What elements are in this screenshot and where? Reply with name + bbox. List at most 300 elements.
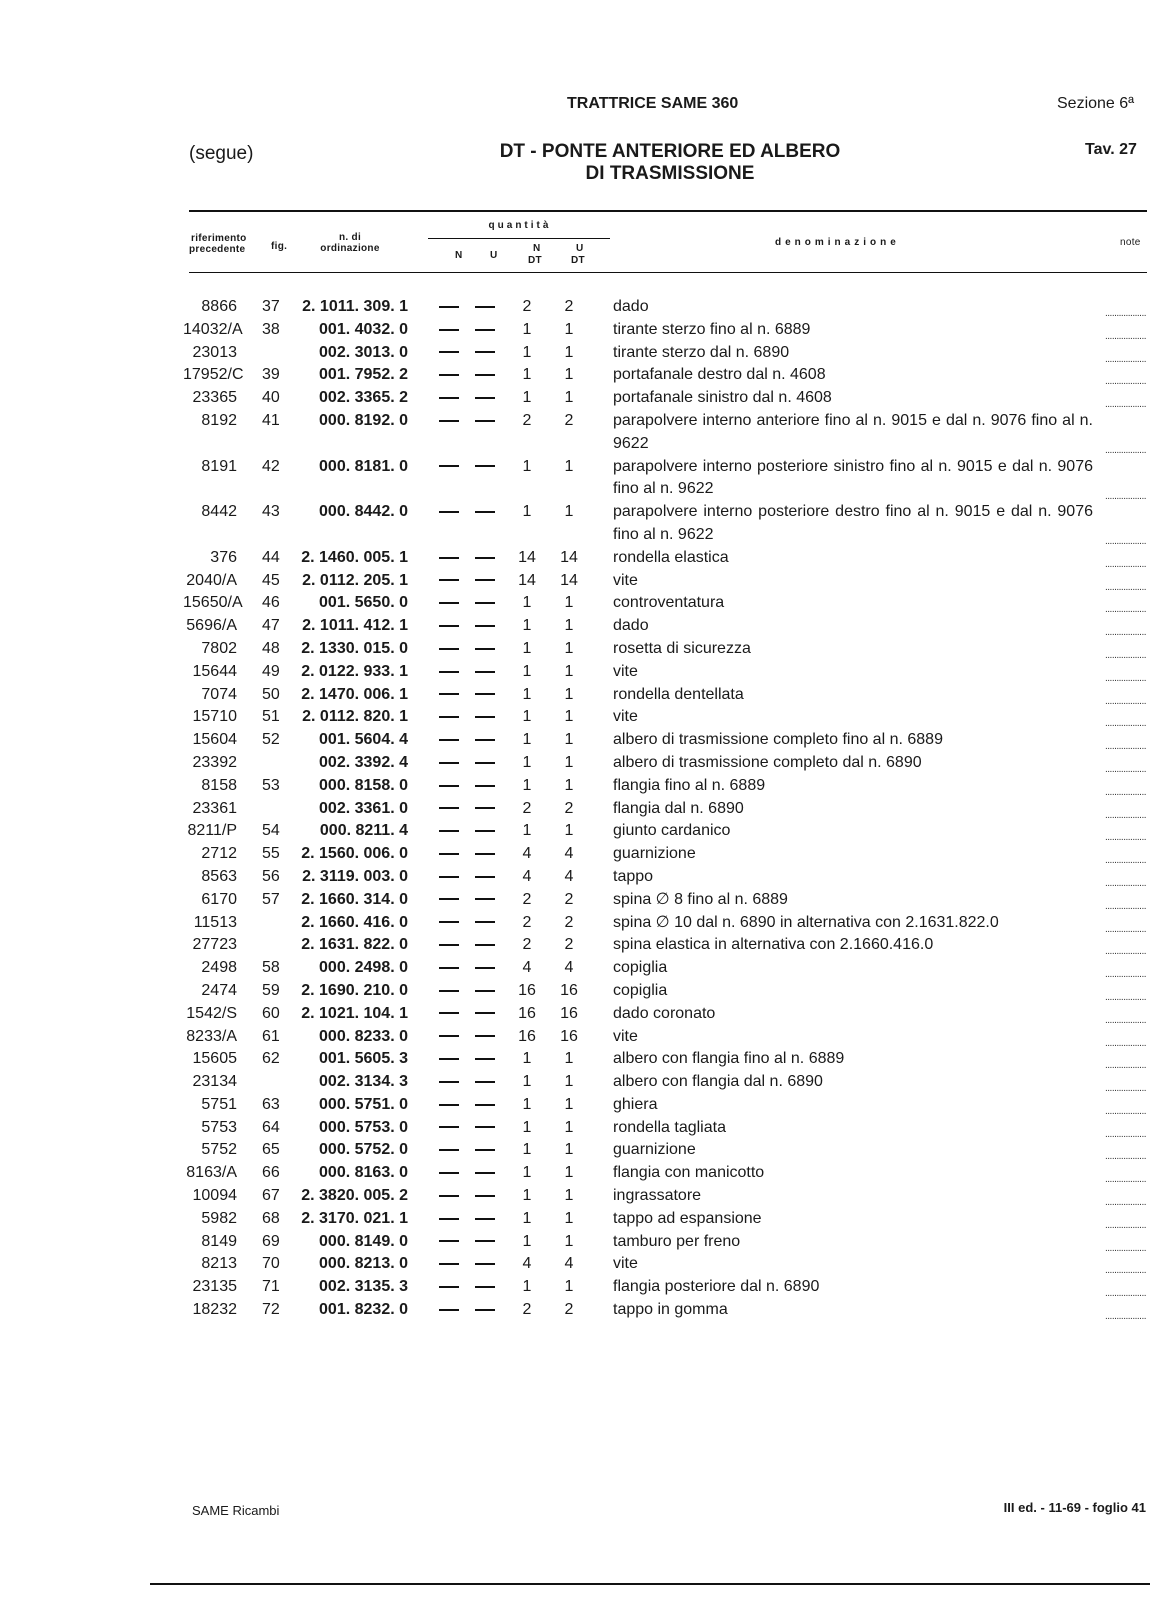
- part-description: parapolvere interno posteriore sinistro fino al n. 9015 e dal n. 9076 fino al n. 9622: [613, 457, 1093, 498]
- order-number: 002. 3392. 4: [319, 753, 408, 771]
- fig-number: 46: [262, 594, 280, 612]
- qty-u-dt: 16: [560, 1004, 578, 1022]
- table-row: [0, 1094, 1169, 1117]
- ref-number: 6170: [201, 890, 237, 908]
- fig-number: 67: [262, 1187, 280, 1205]
- ref-number: 15644: [192, 662, 237, 680]
- part-description: tappo: [613, 867, 654, 885]
- notes-dots: ..................: [1104, 900, 1146, 912]
- table-row: [0, 957, 1169, 980]
- continued-label: (segue): [189, 143, 254, 164]
- fig-number: 64: [262, 1118, 280, 1136]
- qty-n-dt: 1: [522, 753, 532, 771]
- notes-dots: ..................: [1104, 536, 1146, 548]
- order-number: 002. 3365. 2: [319, 389, 408, 407]
- qty-u-dash: [473, 866, 497, 889]
- qty-n-dash: [437, 729, 461, 752]
- qty-n-dash: [437, 775, 461, 798]
- footer-rule: [150, 1583, 1150, 1585]
- table-row: [0, 1139, 1169, 1162]
- notes-dots: ..................: [1104, 604, 1146, 616]
- part-description: controventatura: [613, 594, 725, 612]
- ref-number: 8192: [201, 411, 237, 429]
- qty-u-dash: [473, 1299, 497, 1322]
- qty-u-dt: 1: [564, 1141, 574, 1159]
- qty-u-dt: 4: [564, 867, 574, 885]
- order-number: 2. 1560. 006. 0: [301, 845, 408, 863]
- ref-number: 17952/C: [183, 366, 244, 384]
- table-row: [0, 364, 1169, 387]
- qty-n-dt: 1: [522, 343, 532, 361]
- table-header-bottom-rule: [189, 272, 1147, 273]
- table-row: [0, 912, 1169, 935]
- ref-number: 10094: [192, 1187, 237, 1205]
- qty-n-dt: 4: [522, 867, 532, 885]
- ref-number: 5982: [201, 1209, 237, 1227]
- fig-number: 55: [262, 845, 280, 863]
- order-number: 002. 3013. 0: [319, 343, 408, 361]
- fig-number: 71: [262, 1278, 280, 1296]
- order-number: 2. 0122. 933. 1: [301, 662, 408, 680]
- qty-n-dt: 1: [522, 320, 532, 338]
- qty-u-dt: 2: [564, 799, 574, 817]
- ref-number: 23392: [192, 753, 237, 771]
- table-row: [0, 752, 1169, 775]
- table-row: [0, 592, 1169, 615]
- notes-dots: ..................: [1104, 946, 1146, 958]
- part-description: spina ∅ 8 fino al n. 6889: [613, 890, 788, 908]
- part-description: albero con flangia dal n. 6890: [613, 1073, 823, 1091]
- qty-n-dash: [437, 706, 461, 729]
- part-description: flangia fino al n. 6889: [613, 776, 766, 794]
- qty-u-dash: [473, 729, 497, 752]
- qty-u-dash: [473, 912, 497, 935]
- qty-u-dash: [473, 1276, 497, 1299]
- qty-n-dash: [437, 342, 461, 365]
- qty-n-dt: 1: [522, 1164, 532, 1182]
- order-number: 2. 1660. 416. 0: [301, 913, 408, 931]
- qty-u-dash: [473, 319, 497, 342]
- notes-dots: ..................: [1104, 832, 1146, 844]
- notes-dots: ..................: [1104, 923, 1146, 935]
- fig-number: 68: [262, 1209, 280, 1227]
- ref-number: 23361: [192, 799, 237, 817]
- qty-n-dash: [437, 319, 461, 342]
- notes-dots: ..................: [1104, 741, 1146, 753]
- order-number: 000. 5751. 0: [319, 1095, 408, 1113]
- qty-u-dt: 1: [564, 1073, 574, 1091]
- qty-u-dash: [473, 387, 497, 410]
- order-number: 002. 3361. 0: [319, 799, 408, 817]
- qty-u-dash: [473, 1231, 497, 1254]
- fig-number: 57: [262, 890, 280, 908]
- qty-u-dash: [473, 706, 497, 729]
- qty-u-dash: [473, 296, 497, 319]
- fig-number: 52: [262, 731, 280, 749]
- col-notes: note: [1120, 237, 1141, 248]
- ref-number: 8233/A: [186, 1027, 237, 1045]
- table-row: [0, 1231, 1169, 1254]
- qty-u-dash: [473, 501, 497, 524]
- table-row: [0, 1276, 1169, 1299]
- order-number: 2. 1011. 309. 1: [302, 298, 408, 315]
- qty-u-dash: [473, 410, 497, 433]
- notes-dots: ..................: [1104, 1265, 1146, 1277]
- qty-n-dt: 1: [522, 685, 532, 703]
- fig-number: 42: [262, 457, 280, 475]
- col-name: denominazione: [775, 237, 900, 248]
- notes-dots: ..................: [1104, 991, 1146, 1003]
- qty-n-dash: [437, 1208, 461, 1231]
- qty-n-dt: 2: [522, 1301, 532, 1319]
- qty-u-dash: [473, 364, 497, 387]
- col-qty-u: U: [490, 250, 498, 261]
- qty-u-dt: 1: [564, 1278, 574, 1296]
- ref-number: 15604: [192, 731, 237, 749]
- plate-number: Tav. 27: [1085, 141, 1137, 158]
- table-row: [0, 980, 1169, 1003]
- table-row: [0, 889, 1169, 912]
- qty-n-dash: [437, 501, 461, 524]
- qty-n-dash: [437, 1162, 461, 1185]
- qty-n-dt: 1: [522, 731, 532, 749]
- notes-dots: ..................: [1104, 1060, 1146, 1072]
- notes-dots: ..................: [1104, 1151, 1146, 1163]
- table-row: [0, 1071, 1169, 1094]
- col-ref-line1: riferimento: [191, 233, 247, 244]
- col-ref-line2: precedente: [189, 244, 246, 255]
- notes-dots: ..................: [1104, 1311, 1146, 1323]
- qty-u-dash: [473, 1162, 497, 1185]
- order-number: 000. 5752. 0: [319, 1141, 408, 1159]
- qty-n-dash: [437, 912, 461, 935]
- qty-u-dash: [473, 1208, 497, 1231]
- part-description: ghiera: [613, 1095, 658, 1113]
- fig-number: 65: [262, 1141, 280, 1159]
- qty-n-dt: 1: [522, 1050, 532, 1068]
- fig-number: 47: [262, 617, 280, 635]
- part-description: flangia con manicotto: [613, 1164, 765, 1182]
- notes-dots: ..................: [1104, 763, 1146, 775]
- qty-u-dt: 1: [564, 1232, 574, 1250]
- part-description: rosetta di sicurezza: [613, 639, 751, 657]
- qty-u-dt: 1: [564, 389, 574, 407]
- fig-number: 38: [262, 320, 280, 338]
- table-row: [0, 615, 1169, 638]
- part-description: ingrassatore: [613, 1187, 702, 1205]
- qty-u-dt: 2: [564, 890, 574, 908]
- qty-u-dt: 1: [564, 457, 574, 475]
- section-label: Sezione 6ª: [1057, 95, 1135, 112]
- table-row: [0, 501, 1169, 547]
- col-quantity: quantità: [488, 220, 552, 231]
- part-description: albero con flangia fino al n. 6889: [613, 1050, 845, 1068]
- part-description: vite: [613, 1255, 638, 1273]
- qty-n-dash: [437, 1276, 461, 1299]
- qty-n-dt: 1: [522, 1073, 532, 1091]
- qty-n-dash: [437, 1071, 461, 1094]
- qty-u-dash: [473, 980, 497, 1003]
- order-number: 001. 5650. 0: [319, 594, 408, 612]
- order-number: 000. 8192. 0: [319, 411, 408, 429]
- part-description: guarnizione: [613, 845, 696, 863]
- ref-number: 18232: [192, 1301, 237, 1319]
- fig-number: 56: [262, 867, 280, 885]
- table-row: [0, 1185, 1169, 1208]
- fig-number: 69: [262, 1232, 280, 1250]
- order-number: 2. 0112. 820. 1: [302, 708, 408, 726]
- notes-dots: ..................: [1104, 809, 1146, 821]
- fig-number: 49: [262, 662, 280, 680]
- part-description: albero di trasmissione completo fino al n. 6889: [613, 731, 943, 749]
- part-description: copiglia: [613, 981, 668, 999]
- part-description: parapolvere interno posteriore destro fino al n. 9015 e dal n. 9076 fino al n. 9622: [613, 503, 1093, 543]
- fig-number: 66: [262, 1164, 280, 1182]
- fig-number: 48: [262, 639, 280, 657]
- qty-n-dash: [437, 798, 461, 821]
- qty-u-dt: 1: [564, 662, 574, 680]
- qty-n-dt: 16: [518, 981, 536, 999]
- order-number: 000. 8158. 0: [319, 776, 408, 794]
- qty-u-dt: 1: [564, 617, 574, 635]
- qty-u-dt: 1: [564, 639, 574, 657]
- col-fig: fig.: [271, 241, 288, 252]
- ref-number: 2498: [201, 959, 237, 977]
- order-number: 001. 7952. 2: [319, 366, 408, 384]
- ref-number: 14032/A: [183, 320, 243, 338]
- qty-n-dash: [437, 934, 461, 957]
- page-title-line2: DI TRASMISSIONE: [585, 163, 755, 184]
- table-row: [0, 342, 1169, 365]
- notes-dots: ..................: [1104, 399, 1146, 411]
- table-row: [0, 1003, 1169, 1026]
- notes-dots: ..................: [1104, 376, 1146, 388]
- fig-number: 50: [262, 685, 280, 703]
- qty-u-dt: 4: [564, 845, 574, 863]
- qty-u-dash: [473, 456, 497, 479]
- qty-n-dash: [437, 1094, 461, 1117]
- fig-number: 45: [262, 571, 280, 589]
- part-description: portafanale destro dal n. 4608: [613, 366, 826, 384]
- qty-n-dash: [437, 843, 461, 866]
- qty-n-dt: 2: [522, 936, 532, 954]
- qty-u-dt: 14: [560, 571, 578, 589]
- qty-u-dash: [473, 1253, 497, 1276]
- qty-n-dash: [437, 1139, 461, 1162]
- order-number: 001. 8232. 0: [319, 1301, 408, 1319]
- fig-number: 62: [262, 1050, 280, 1068]
- notes-dots: ..................: [1104, 1242, 1146, 1254]
- qty-n-dash: [437, 364, 461, 387]
- page-title-line1: DT - PONTE ANTERIORE ED ALBERO: [499, 141, 841, 162]
- qty-u-dt: 1: [564, 1187, 574, 1205]
- order-number: 2. 1631. 822. 0: [301, 936, 408, 954]
- qty-u-dash: [473, 342, 497, 365]
- qty-u-dash: [473, 1026, 497, 1049]
- notes-dots: ..................: [1104, 855, 1146, 867]
- qty-n-dash: [437, 684, 461, 707]
- fig-number: 54: [262, 822, 280, 840]
- qty-n-dt: 1: [522, 503, 532, 521]
- part-description: vite: [613, 662, 638, 680]
- order-number: 002. 3135. 3: [319, 1278, 408, 1296]
- footer-publisher: SAME Ricambi: [192, 1503, 280, 1518]
- table-row: [0, 1117, 1169, 1140]
- ref-number: 8163/A: [186, 1164, 237, 1182]
- part-description: tamburo per freno: [613, 1232, 741, 1250]
- table-row: [0, 638, 1169, 661]
- table-row: [0, 570, 1169, 593]
- fig-number: 43: [262, 503, 280, 521]
- ref-number: 15710: [192, 708, 237, 726]
- order-number: 2. 3119. 003. 0: [302, 867, 408, 885]
- qty-u-dt: 1: [564, 594, 574, 612]
- qty-n-dash: [437, 957, 461, 980]
- ref-number: 2040/A: [186, 571, 237, 589]
- fig-number: 41: [262, 411, 280, 429]
- notes-dots: ..................: [1104, 558, 1146, 570]
- qty-u-dash: [473, 798, 497, 821]
- qty-u-dt: 2: [564, 1301, 574, 1319]
- ref-number: 8158: [201, 776, 237, 794]
- ref-number: 23013: [192, 343, 237, 361]
- part-description: copiglia: [613, 959, 668, 977]
- col-qty-n: N: [455, 250, 463, 261]
- qty-n-dash: [437, 889, 461, 912]
- part-description: albero di trasmissione completo dal n. 6890: [613, 753, 922, 771]
- qty-u-dt: 4: [564, 959, 574, 977]
- qty-u-dash: [473, 570, 497, 593]
- ref-number: 23135: [192, 1278, 237, 1296]
- ref-number: 23134: [192, 1073, 237, 1091]
- part-description: dado: [613, 298, 649, 315]
- ref-number: 5752: [201, 1141, 237, 1159]
- fig-number: 37: [262, 298, 280, 315]
- qty-u-dash: [473, 1139, 497, 1162]
- table-row: [0, 319, 1169, 342]
- qty-n-dash: [437, 592, 461, 615]
- notes-dots: ..................: [1104, 1288, 1146, 1300]
- qty-n-dash: [437, 296, 461, 319]
- qty-u-dt: 1: [564, 708, 574, 726]
- table-row: [0, 866, 1169, 889]
- parts-table: [0, 296, 1169, 1322]
- part-description: tirante sterzo fino al n. 6889: [613, 320, 811, 338]
- ref-number: 8563: [201, 867, 237, 885]
- fig-number: 60: [262, 1004, 280, 1022]
- qty-n-dash: [437, 1117, 461, 1140]
- qty-n-dt: 1: [522, 366, 532, 384]
- col-qty-ndt-1: N: [533, 243, 541, 254]
- ref-number: 7802: [201, 639, 237, 657]
- table-row: [0, 934, 1169, 957]
- qty-n-dt: 1: [522, 617, 532, 635]
- notes-dots: ..................: [1104, 1128, 1146, 1140]
- ref-number: 8149: [201, 1232, 237, 1250]
- ref-number: 2712: [201, 845, 237, 863]
- qty-u-dt: 1: [564, 366, 574, 384]
- qty-n-dt: 1: [522, 389, 532, 407]
- table-row: [0, 387, 1169, 410]
- ref-number: 8442: [201, 503, 237, 521]
- notes-dots: ..................: [1104, 969, 1146, 981]
- tractor-model: TRATTRICE SAME 360: [567, 95, 739, 112]
- ref-number: 5751: [201, 1095, 237, 1113]
- qty-u-dash: [473, 615, 497, 638]
- qty-n-dash: [437, 456, 461, 479]
- qty-u-dt: 1: [564, 1095, 574, 1113]
- table-row: [0, 456, 1169, 502]
- qty-u-dt: 2: [564, 913, 574, 931]
- table-row: [0, 547, 1169, 570]
- table-top-rule: [189, 210, 1147, 212]
- qty-u-dt: 1: [564, 822, 574, 840]
- qty-n-dt: 1: [522, 1278, 532, 1296]
- qty-n-dt: 2: [522, 298, 532, 315]
- qty-u-dash: [473, 661, 497, 684]
- notes-dots: ..................: [1104, 444, 1146, 456]
- fig-number: 59: [262, 981, 280, 999]
- ref-number: 23365: [192, 389, 237, 407]
- qty-n-dash: [437, 661, 461, 684]
- fig-number: 53: [262, 776, 280, 794]
- qty-u-dt: 1: [564, 320, 574, 338]
- table-row: [0, 1048, 1169, 1071]
- fig-number: 51: [262, 708, 280, 726]
- ref-number: 8866: [201, 298, 237, 315]
- qty-u-dt: 1: [564, 1164, 574, 1182]
- qty-u-dt: 16: [560, 1027, 578, 1045]
- qty-n-dash: [437, 1185, 461, 1208]
- qty-n-dt: 1: [522, 662, 532, 680]
- qty-u-dash: [473, 547, 497, 570]
- table-row: [0, 706, 1169, 729]
- qty-n-dash: [437, 1253, 461, 1276]
- qty-u-dt: 2: [564, 298, 574, 315]
- notes-dots: ..................: [1104, 330, 1146, 342]
- order-number: 2. 3170. 021. 1: [301, 1209, 408, 1227]
- order-number: 2. 1021. 104. 1: [301, 1004, 408, 1022]
- qty-n-dash: [437, 1299, 461, 1322]
- col-qty-udt-1: U: [576, 243, 584, 254]
- qty-u-dt: 2: [564, 936, 574, 954]
- order-number: 001. 5605. 3: [319, 1050, 408, 1068]
- qty-n-dt: 1: [522, 1209, 532, 1227]
- notes-dots: ..................: [1104, 695, 1146, 707]
- part-description: vite: [613, 571, 638, 589]
- ref-number: 1542/S: [186, 1004, 237, 1022]
- fig-number: 40: [262, 389, 280, 407]
- qty-n-dash: [437, 866, 461, 889]
- notes-dots: ..................: [1104, 1197, 1146, 1209]
- qty-n-dt: 14: [518, 548, 536, 566]
- part-description: rondella dentellata: [613, 685, 744, 703]
- order-number: 2. 3820. 005. 2: [301, 1187, 408, 1205]
- qty-u-dash: [473, 934, 497, 957]
- qty-u-dt: 1: [564, 776, 574, 794]
- qty-n-dash: [437, 1048, 461, 1071]
- qty-n-dash: [437, 387, 461, 410]
- notes-dots: ..................: [1104, 649, 1146, 661]
- qty-u-dash: [473, 1048, 497, 1071]
- order-number: 000. 5753. 0: [319, 1118, 408, 1136]
- qty-n-dash: [437, 752, 461, 775]
- order-number: 000. 8442. 0: [319, 503, 408, 521]
- notes-dots: ..................: [1104, 308, 1146, 319]
- fig-number: 61: [262, 1027, 280, 1045]
- qty-n-dt: 1: [522, 1187, 532, 1205]
- qty-n-dt: 1: [522, 822, 532, 840]
